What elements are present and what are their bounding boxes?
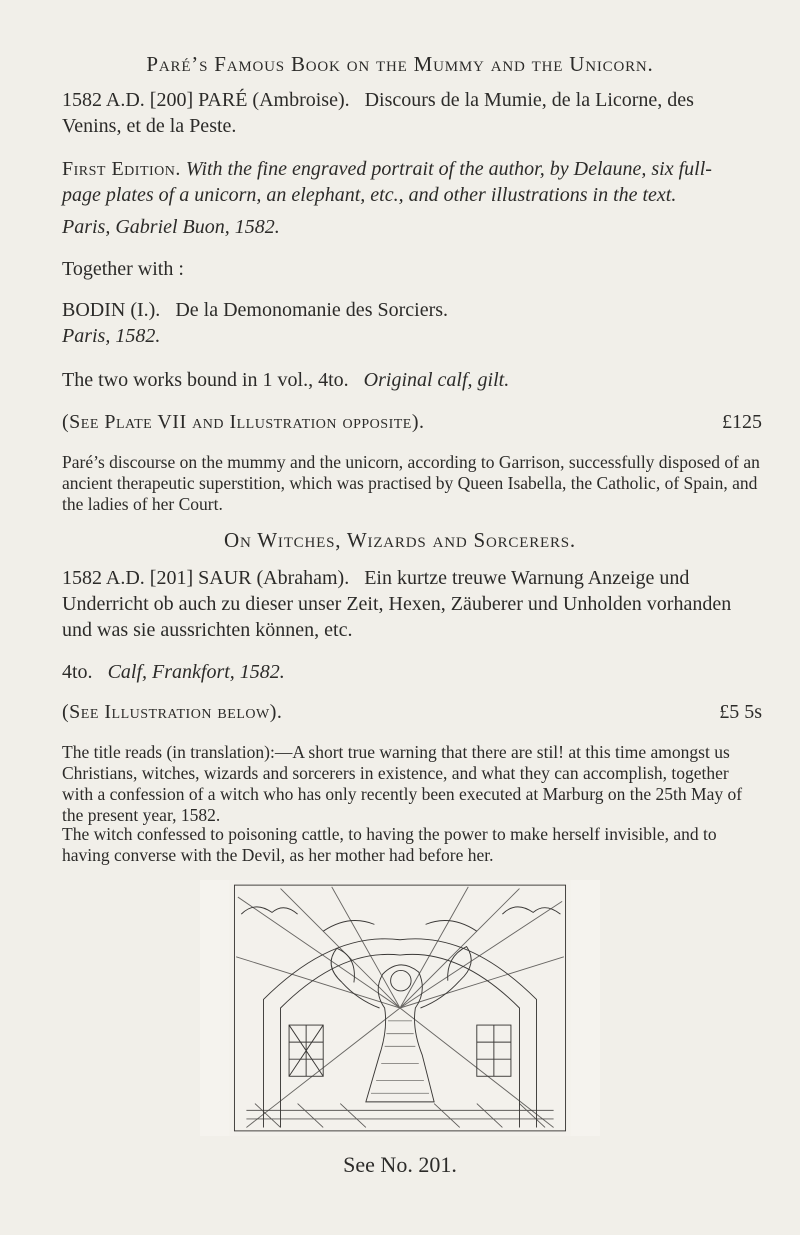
notes-201-confession: The witch confessed to poisoning cattle, to having the power to make herself invisible, and to having converse with the Devil, as her mother had before her. — [62, 824, 717, 865]
price-200: £125 — [722, 411, 762, 433]
figure-caption: See No. 201. — [343, 1152, 457, 1177]
bodin-title: De la Demonomanie des Sorciers. — [175, 299, 449, 321]
edition-description-cont: page plates of a unicorn, an elephant, etc., and other illustrations in the text. — [62, 184, 677, 206]
woodcut-image — [200, 880, 600, 1136]
entry-title-cont: Underricht ob auch zu dieser unser Zeit, Hexen, Zäuberer und Unholden vorhanden — [62, 593, 732, 615]
notes-201-title: The title reads (in translation):—A short true warning that there are stil! at this time amongst us Christians, witches, wizards and sorcerers in existence, and what they can accomplish, together with a confession of a witch who has only recently been executed at Marburg on the 25th May of the present year, 1582. — [62, 742, 743, 825]
format-line — [62, 660, 762, 685]
entry-title-end: und was sie aussrichten können, etc. — [62, 619, 353, 641]
see-plate-line: (See Plate VII and Illustration opposite). — [62, 411, 425, 433]
section-heading-witches: On Witches, Wizards and Sorcerers. — [224, 528, 576, 552]
imprint: Paris, Gabriel Buon, 1582. — [62, 216, 280, 238]
entry-title: Ein kurtze treuwe Warnung Anzeige und — [364, 567, 690, 589]
entry-title: Discours de la Mumie, de la Licorne, des — [364, 89, 694, 111]
edition-description: With the fine engraved portrait of the author, by Delaune, six full- — [185, 158, 712, 180]
section-heading-pare: Paré’s Famous Book on the Mummy and the Unicorn. — [146, 52, 654, 76]
bodin-imprint: Paris, 1582. — [62, 325, 161, 347]
binding-plain: The two works bound in 1 vol., 4to. — [62, 369, 349, 391]
notes-200: Paré’s discourse on the mummy and the unicorn, according to Garrison, successfully disposed of an ancient therapeutic superstition, which was practised by Queen Isabella, the Catholic, of Spain, and the ladies of her Court. — [62, 452, 760, 514]
price-201: £5 5s — [719, 701, 762, 723]
bodin-author: BODIN (I.). — [62, 299, 161, 321]
bodin-entry — [62, 298, 762, 323]
entry-number: [201] — [149, 567, 194, 589]
format-italic: Calf, Frankfort, 1582. — [107, 661, 285, 683]
woodcut-illustration — [200, 880, 600, 1136]
format: 4to. — [62, 661, 93, 683]
edition-label: First Edition. — [62, 158, 181, 180]
entry-author: PARÉ (Ambroise). — [198, 89, 350, 111]
binding-line — [62, 368, 762, 393]
entry-author: SAUR (Abraham). — [198, 567, 350, 589]
entry-line-201 — [62, 566, 762, 591]
entry-title-cont: Venins, et de la Peste. — [62, 115, 237, 137]
entry-line-200 — [62, 88, 762, 113]
see-illustration-line: (See Illustration below). — [62, 701, 283, 723]
entry-number: [200] — [149, 89, 194, 111]
entry-date: 1582 A.D. — [62, 567, 145, 589]
binding-italic: Original calf, gilt. — [363, 369, 510, 391]
entry-date: 1582 A.D. — [62, 89, 145, 111]
together-with: Together with : — [62, 258, 184, 280]
edition-line — [62, 157, 762, 182]
